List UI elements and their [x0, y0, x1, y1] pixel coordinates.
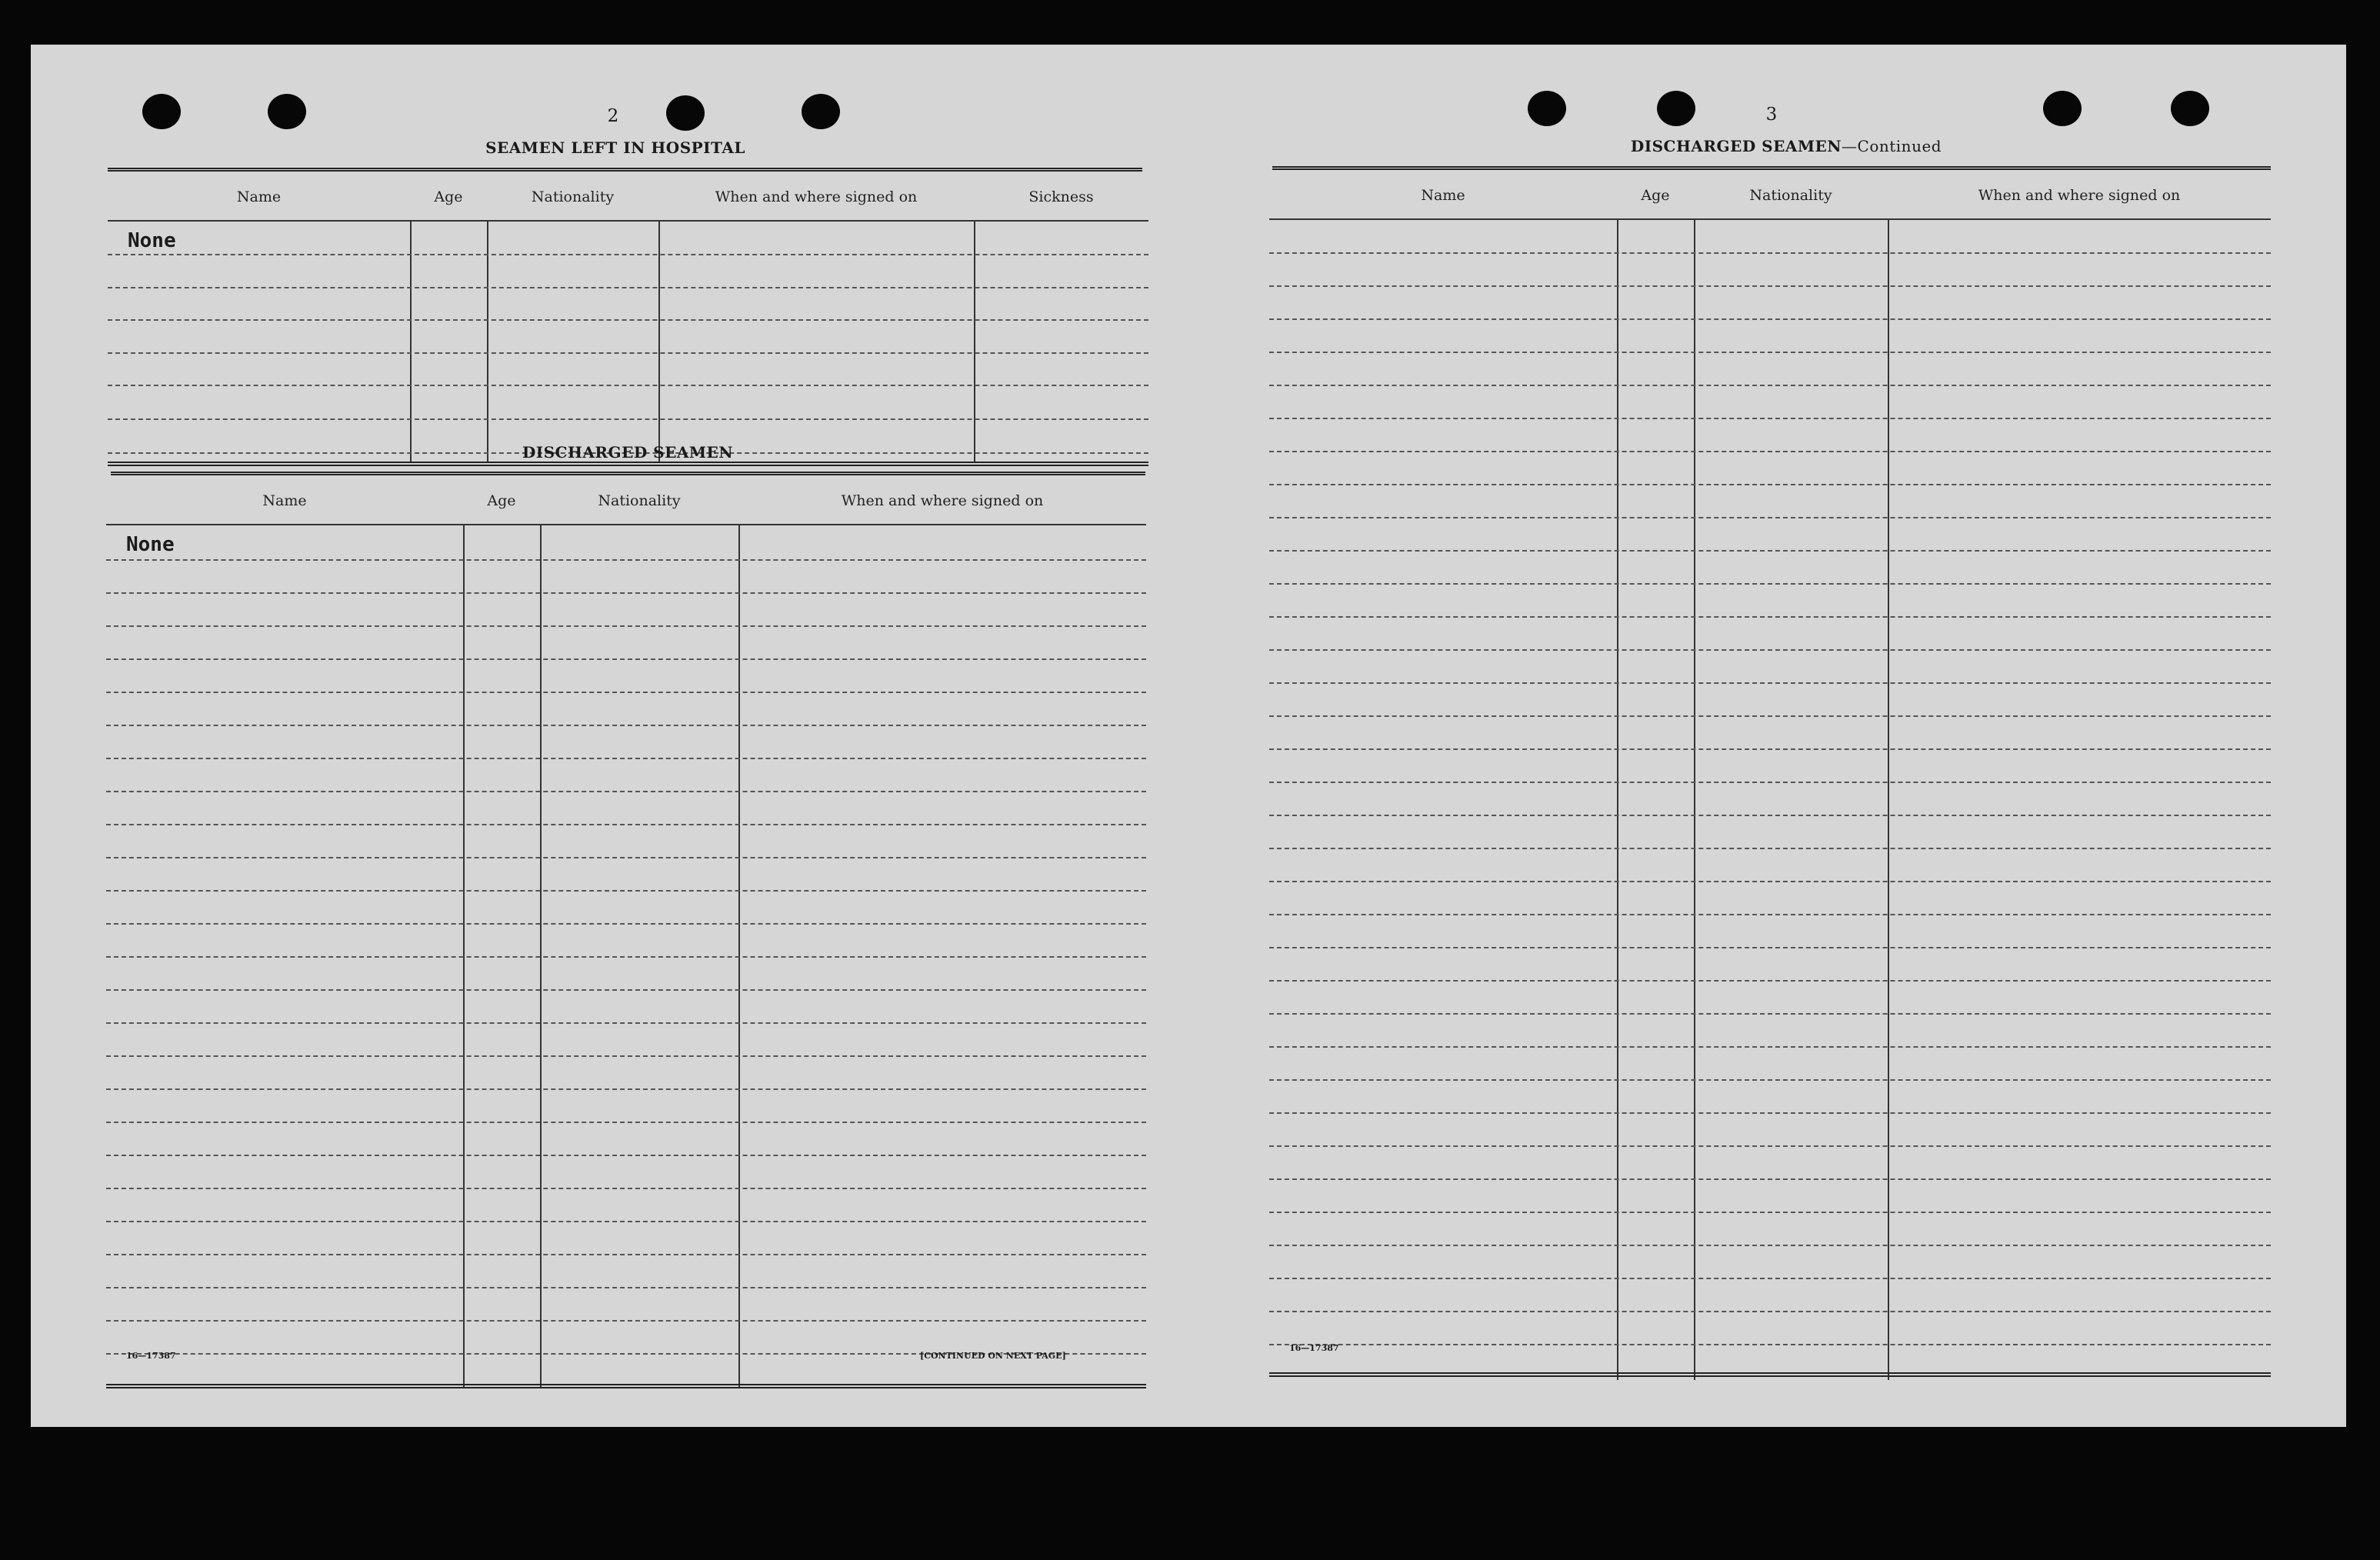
form-number: 16—17387: [1289, 1343, 1339, 1353]
discharged-continued-table: [1269, 172, 2271, 1388]
column-header-sickness: Sickness: [1028, 188, 1094, 205]
punch-hole: [1528, 91, 1566, 126]
punch-hole: [2171, 91, 2209, 126]
title-main: DISCHARGED SEAMEN: [1630, 137, 1842, 155]
column-header-nationality: Nationality: [1749, 187, 1832, 204]
table-header: [1269, 172, 2271, 220]
punch-hole: [666, 95, 705, 131]
discharged-continued-title: [1631, 137, 1942, 155]
punch-hole: [1657, 91, 1695, 126]
title-rule: [1272, 166, 2271, 170]
form-number: 16—17387: [126, 1351, 176, 1361]
column-header-signed-on: When and where signed on: [715, 188, 918, 205]
punch-hole: [142, 94, 181, 129]
column-header-age: Age: [434, 188, 463, 205]
column-header-signed-on: When and where signed on: [1978, 187, 2181, 204]
punch-hole: [802, 94, 840, 129]
column-header-age: Age: [487, 492, 516, 509]
hospital-table: [108, 174, 1148, 468]
title-rule: [111, 472, 1145, 475]
column-header-name: Name: [1421, 187, 1465, 204]
table-header: [106, 478, 1146, 525]
column-header-nationality: Nationality: [531, 188, 615, 205]
column-header-nationality: Nationality: [598, 492, 681, 509]
column-header-name: Name: [262, 492, 307, 509]
column-header-age: Age: [1641, 187, 1670, 204]
title-rule: [108, 168, 1142, 172]
punch-hole: [2043, 91, 2082, 126]
column-header-signed-on: When and where signed on: [841, 492, 1044, 509]
discharged-section-title: DISCHARGED SEAMEN: [522, 443, 734, 462]
page-number: 3: [1765, 105, 1778, 125]
punch-hole: [268, 94, 306, 129]
table-header: [108, 174, 1148, 222]
title-continued: —Continued: [1842, 137, 1942, 155]
page-number: 2: [607, 106, 619, 126]
hospital-entry: None: [128, 229, 176, 252]
left-page: [31, 45, 1192, 1427]
continued-note: [CONTINUED ON NEXT PAGE]: [920, 1351, 1066, 1361]
scanned-sheet: [31, 45, 2346, 1427]
column-header-name: Name: [236, 188, 282, 205]
right-page: [1192, 45, 2346, 1427]
hospital-section-title: SEAMEN LEFT IN HOSPITAL: [485, 138, 745, 157]
discharged-entry: None: [126, 533, 175, 556]
discharged-table: [106, 478, 1146, 1401]
